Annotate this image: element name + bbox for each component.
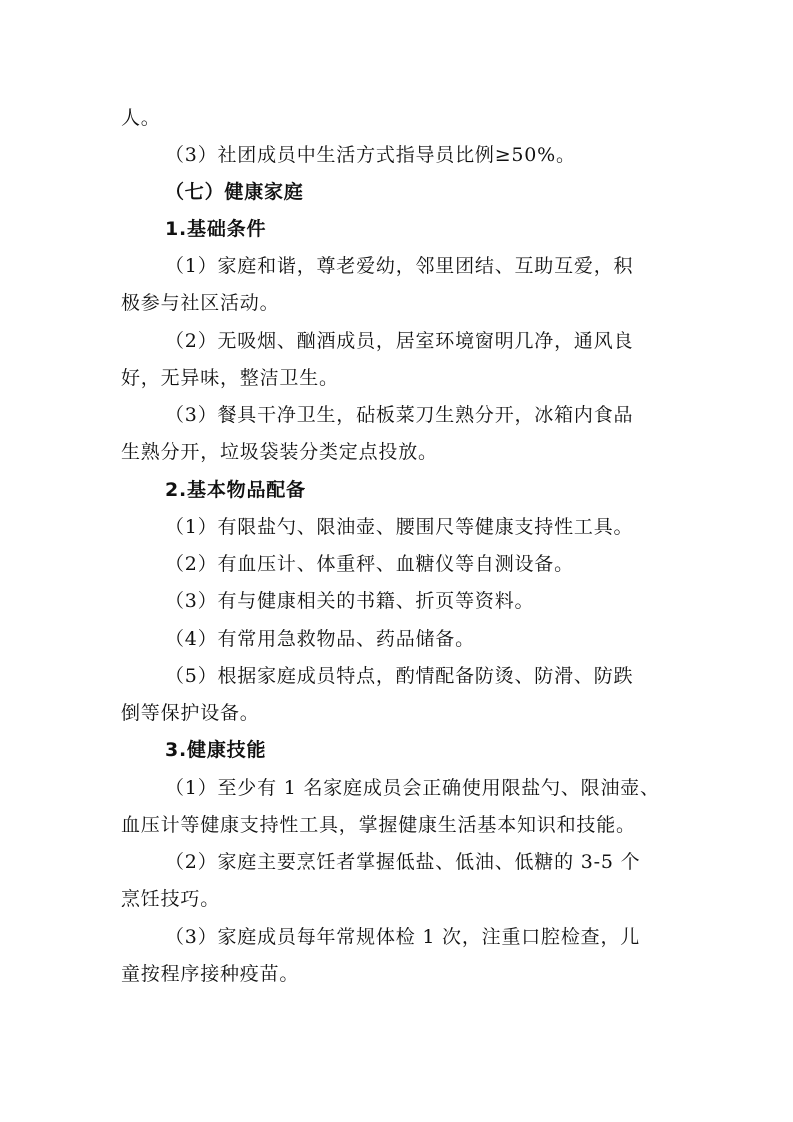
text-line: （2）家庭主要烹饪者掌握低盐、低油、低糖的 3-5 个	[165, 851, 641, 873]
text-line: 人。	[121, 107, 161, 129]
text-line: （1）家庭和谐，尊老爱幼，邻里团结、互助互爱，积	[165, 255, 634, 277]
section-heading: （七）健康家庭	[165, 181, 304, 203]
text-line: 倒等保护设备。	[121, 702, 260, 724]
text-line: （2）有血压计、体重秤、血糖仪等自测设备。	[165, 553, 574, 575]
text-line: 烹饪技巧。	[121, 888, 221, 910]
text-line: 极参与社区活动。	[121, 292, 280, 314]
text-line: （4）有常用急救物品、药品储备。	[165, 628, 475, 650]
text-line: 血压计等健康支持性工具，掌握健康生活基本知识和技能。	[121, 814, 636, 836]
text-line: （1）有限盐勺、限油壶、腰围尺等健康支持性工具。	[165, 516, 634, 538]
subsection-heading: 1.基础条件	[165, 218, 267, 240]
text-line: （1）至少有 1 名家庭成员会正确使用限盐勺、限油壶、	[165, 777, 660, 799]
text-line: （3）社团成员中生活方式指导员比例≥50%。	[165, 144, 576, 166]
text-line: （3）家庭成员每年常规体检 1 次，注重口腔检查，儿	[165, 926, 641, 948]
subsection-heading: 3.健康技能	[165, 739, 267, 761]
text-line: （5）根据家庭成员特点，酌情配备防烫、防滑、防跌	[165, 665, 634, 687]
text-line: （3）餐具干净卫生，砧板菜刀生熟分开，冰箱内食品	[165, 404, 634, 426]
text-line: （2）无吸烟、酗酒成员，居室环境窗明几净，通风良	[165, 330, 634, 352]
text-line: 生熟分开，垃圾袋装分类定点投放。	[121, 441, 438, 463]
subsection-heading: 2.基本物品配备	[165, 479, 306, 501]
text-line: 童按程序接种疫苗。	[121, 963, 300, 985]
text-line: 好，无异味，整洁卫生。	[121, 367, 339, 389]
text-line: （3）有与健康相关的书籍、折页等资料。	[165, 590, 535, 612]
